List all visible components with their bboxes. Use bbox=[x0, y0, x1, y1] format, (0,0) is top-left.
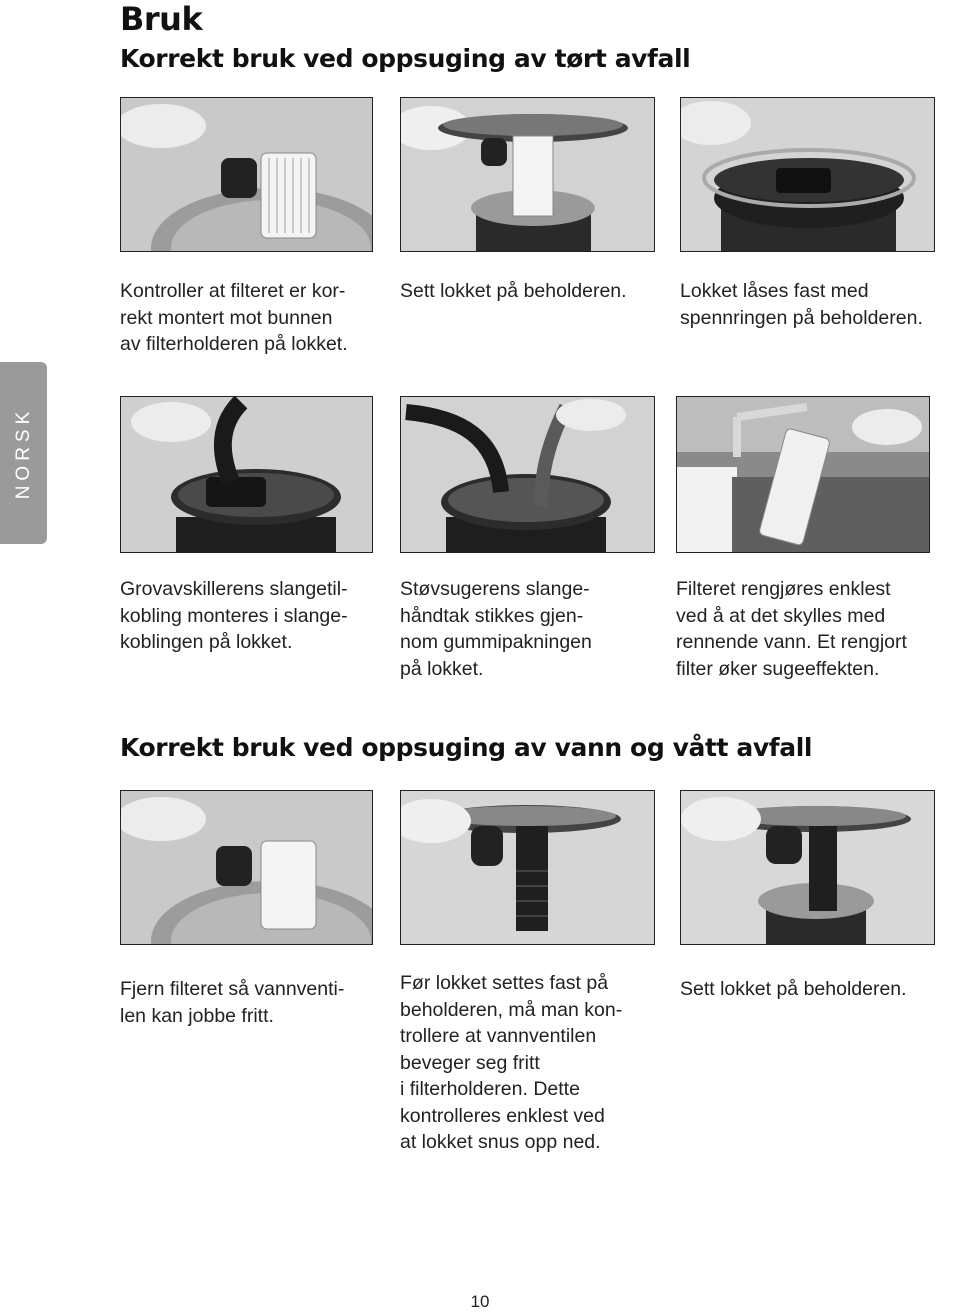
caption-step-2: Sett lokket på beholderen. bbox=[400, 280, 627, 302]
remove-filter-photo bbox=[120, 790, 373, 945]
clamp-ring-photo bbox=[680, 97, 935, 252]
caption-step-5: Støvsugerens slange- håndtak stikkes gjen- nom gummipakningen på lokket. bbox=[400, 578, 592, 680]
page-number: 10 bbox=[470, 1292, 490, 1311]
language-side-tab bbox=[0, 362, 47, 544]
caption-step-8: Før lokket settes fast på beholderen, må man kon- trollere at vannventilen beveger seg fritt i filterholderen. Dette kontrolleres enklest ved at lokket snus opp ned. bbox=[400, 972, 623, 1153]
caption-step-6: Filteret rengjøres enklest ved å at det skylles med rennende vann. Et rengjort filter øker sugeeffekten. bbox=[676, 578, 907, 680]
caption-step-4: Grovavskillerens slangetil- kobling monteres i slange- koblingen på lokket. bbox=[120, 578, 348, 653]
section-heading-dry: Korrekt bruk ved oppsuging av tørt avfall bbox=[120, 44, 691, 73]
caption-step-9: Sett lokket på beholderen. bbox=[680, 978, 907, 1000]
language-label: NORSK bbox=[12, 406, 34, 500]
lid-on-container-photo bbox=[400, 97, 655, 252]
water-valve-lid-photo bbox=[400, 790, 655, 945]
caption-step-1: Kontroller at filteret er kor- rekt montert mot bunnen av filterholderen på lokket. bbox=[120, 280, 348, 355]
lid-on-container-wet-photo bbox=[680, 790, 935, 945]
caption-step-7: Fjern filteret så vannventi- len kan jobbe fritt. bbox=[120, 978, 345, 1027]
filter-rinse-sink-photo bbox=[676, 396, 930, 553]
section-heading-wet: Korrekt bruk ved oppsuging av vann og vått avfall bbox=[120, 733, 813, 762]
hand-holding-filter-on-lid-photo bbox=[120, 97, 373, 252]
page-title: Bruk bbox=[120, 0, 203, 38]
vacuum-hose-handle-photo bbox=[400, 396, 655, 553]
hose-connection-photo bbox=[120, 396, 373, 553]
caption-step-3: Lokket låses fast med spennringen på beholderen. bbox=[680, 280, 923, 329]
